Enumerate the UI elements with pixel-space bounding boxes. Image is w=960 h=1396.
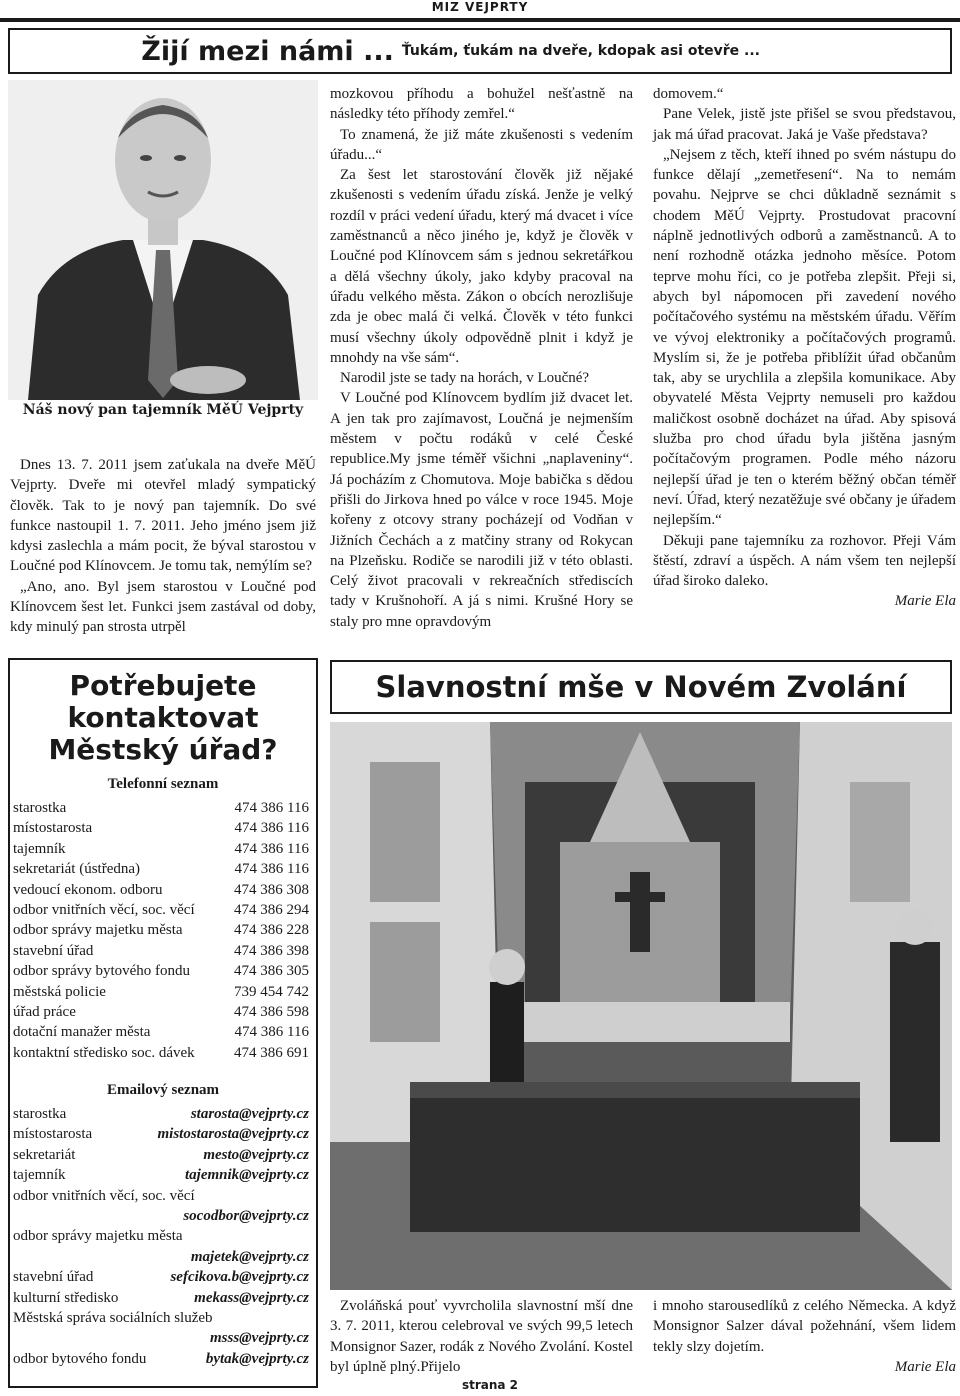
phone-label: odbor správy majetku města — [13, 922, 183, 939]
phone-row — [13, 818, 309, 838]
phone-number: 474 386 294 — [234, 902, 309, 919]
phone-list-heading: Telefonní seznam — [107, 776, 219, 792]
email-row — [13, 1267, 309, 1287]
mse-title-box — [330, 660, 952, 714]
paragraph: domovem.“ — [653, 86, 724, 102]
email-address[interactable]: starosta@vejprty.cz — [190, 1106, 309, 1122]
phone-number: 739 454 742 — [234, 983, 309, 1000]
paragraph: V Loučné pod Klínovcem bydlím již dvacet let. A jen tak pro zajímavost, Loučná je nejmenším městem v počtu rodáků v celé České republice.My jsme téměř všichni „naplaveniny“. Já pocházím z Chomutova. Moje babička s dědou přišli do Jirkova hned po válce v roce 1945. Moje kořeny z otcovy strany pocházejí od Vodňan v Jižních Čechách a z matčiny strany od Rokycan na Plzeňsku. Rodiče se narodili již v této oblasti. Celý život pracovali v rekreačních střediscích tady v Krušnohoří. A já s nimi. Krušné Hory se staly pro mne opravdovým — [330, 390, 633, 630]
phone-number: 474 386 598 — [234, 1004, 309, 1021]
email-address[interactable]: msss@vejprty.cz — [210, 1330, 309, 1347]
phone-row — [13, 798, 309, 818]
email-label: sekretariát — [13, 1146, 76, 1163]
paragraph: „Nejsem z těch, kteří ihned po svém nástupu do funkce dělají „zemetřesení“. Na to nemám povahu. Nejprve se chci důkladně seznámit s chodem MěÚ Vejprty. Prostudovat pracovní náplně jednotlivých odborů a zaměstnanců. A to není rozhodně otázka jednoho měsíce. Potom teprve mohu říci, co je potřeba zlepšit. Přeji si, abych byl nápomocen při zavedení nového počítačového systému na městském úřadu. Věřím ve vývoj elektroniky a počítačových programů. Myslím si, že je potřeba přiblížit úřad občanům tak, aby se urychlila a zlepšila komunikace. Aby obyvatelé Města Vejprty nemuseli pro každou maličkost osobně docházet na úřad. Aby spisová služba pro chod úřadu byla jištěna jasným počítačovým programen. Podle mého názoru nejlepší úřad je ten o kterém běžný občan téměř neví. Úřad, který nezatěžuje své občany je úřadem nejlepším.“ — [653, 146, 956, 529]
top-rule — [0, 18, 960, 22]
phone-number: 474 386 116 — [234, 800, 309, 816]
article-title: Žijí mezi námi ... — [141, 35, 394, 67]
phone-label: odbor správy bytového fondu — [13, 963, 191, 980]
contact-title-line: Potřebujete — [69, 669, 257, 702]
paragraph: Děkuji pane tajemníku za rozhovor. Přeji Vám štěstí, zdraví a úspěch. A nám všem ten nejlepší úřad široko daleko. — [653, 532, 956, 590]
email-address[interactable]: mekass@vejprty.cz — [194, 1289, 309, 1306]
email-row — [13, 1206, 309, 1226]
phone-label: stavební úřad — [13, 942, 94, 959]
article-subtitle: Ťukám, ťukám na dveře, kdopak asi otevře ... — [401, 43, 760, 59]
email-address[interactable]: sefcikova.b@vejprty.cz — [170, 1269, 309, 1286]
phone-row — [13, 839, 309, 859]
article-column-middle — [330, 84, 633, 632]
email-row — [13, 1288, 309, 1308]
phone-label: tajemník — [13, 840, 66, 857]
phone-number: 474 386 228 — [234, 922, 309, 939]
email-row — [13, 1104, 309, 1124]
phone-label: starostka — [13, 800, 67, 816]
phone-row — [13, 941, 309, 961]
email-label: Městská správa sociálních služeb — [13, 1310, 213, 1327]
phone-number: 474 386 116 — [234, 1024, 309, 1041]
mse-title: Slavnostní mše v Novém Zvolání — [375, 670, 907, 704]
email-row — [13, 1186, 309, 1206]
article-signature: Marie Ela — [894, 593, 956, 610]
section-label: MIZ VEJPRTY — [431, 0, 529, 14]
paragraph: i mnoho starousedlíků z celého Německa. A když Monsignor Salzer dával požehnání, všem lidem tekly slzy dojetím. — [653, 1298, 956, 1355]
email-row — [13, 1165, 309, 1185]
contact-title-line: Městský úřad? — [48, 733, 278, 766]
phone-row — [13, 961, 309, 981]
email-label: odbor bytového fondu — [13, 1350, 147, 1367]
mse-caption-right — [653, 1296, 956, 1377]
email-label: odbor správy majetku města — [13, 1228, 183, 1245]
email-row — [13, 1145, 309, 1165]
phone-number: 474 386 305 — [234, 963, 309, 980]
article-column-left — [10, 455, 316, 638]
phone-label: kontaktní středisko soc. dávek — [13, 1044, 195, 1061]
email-label: kulturní středisko — [13, 1289, 119, 1306]
phone-row — [13, 1043, 309, 1063]
paragraph: Pane Velek, jistě jste přišel se svou představou, jak má úřad pracovat. Jaká je Vaše představa? — [653, 106, 956, 143]
photo-new-secretary — [8, 80, 318, 400]
photo-caption: Náš nový pan tajemník MěÚ Vejprty — [22, 402, 304, 418]
paragraph: Dnes 13. 7. 2011 jsem zaťukala na dveře MěÚ Vejprty. Dveře mi otevřel mladý sympatický člověk. Tak to je nový pan tajemník. Do své funkce nastoupil 1. 7. 2011. Jeho jméno jsem již kdysi zaslechla a mám pocit, že býval starostou v Loučné pod Klínovcem. Je tomu tak, nemýlím se? — [10, 457, 316, 575]
email-label: stavební úřad — [13, 1269, 94, 1286]
phone-row — [13, 859, 309, 879]
email-label: starostka — [13, 1106, 67, 1122]
phone-row — [13, 920, 309, 940]
phone-label: městská policie — [13, 983, 106, 1000]
paragraph: Za šest let starostování člověk již nějaké zkušenosti s vedením úřadu získá. Jenže je velký rozdíl v práci vedení úřadu, který má dvacet i více zaměstnanců a něco jiného je, když je člověk v Loučné pod Klínovcem sám s jednou sekretářkou a dělá všechny úkoly, jako kdyby pracoval na úřadu velkého města. Zákon o obcích nerozlišuje zda je obec malá či velká. Člověk v této funkci musí všechny úkoly odpovědně plnit i když je mnohdy na vše sám“. — [330, 167, 633, 366]
phone-number: 474 386 398 — [234, 942, 309, 959]
phone-row — [13, 1002, 309, 1022]
email-list — [13, 1104, 309, 1369]
photo-church-interior — [330, 722, 952, 1290]
phone-row — [13, 982, 309, 1002]
phone-label: odbor vnitřních věcí, soc. věcí — [13, 902, 195, 919]
contact-box — [8, 658, 318, 1388]
paragraph: mozkovou příhodu a bohužel nešťastně na následky této příhody zemřel.“ — [330, 86, 633, 123]
email-address[interactable]: socodbor@vejprty.cz — [183, 1208, 309, 1225]
mse-caption-left — [330, 1296, 633, 1377]
phone-label: dotační manažer města — [13, 1024, 151, 1041]
phone-number: 474 386 116 — [234, 840, 309, 857]
email-row — [13, 1308, 309, 1328]
phone-number: 474 386 691 — [234, 1044, 309, 1061]
phone-list — [13, 798, 309, 1063]
email-list-heading: Emailový seznam — [106, 1082, 220, 1098]
email-address[interactable]: majetek@vejprty.cz — [190, 1248, 309, 1265]
phone-number: 474 386 116 — [234, 861, 309, 878]
phone-number: 474 386 116 — [234, 820, 309, 837]
email-row — [13, 1349, 309, 1369]
email-row — [13, 1247, 309, 1267]
email-row — [13, 1226, 309, 1246]
phone-label: úřad práce — [13, 1004, 76, 1021]
paragraph: Narodil jste se tady na horách, v Loučné? — [340, 370, 590, 387]
email-label: odbor vnitřních věcí, soc. věcí — [13, 1187, 195, 1204]
article-title-box — [8, 28, 952, 74]
page-number: strana 2 — [461, 1378, 519, 1392]
phone-row — [13, 880, 309, 900]
paragraph: To znamená, že již máte zkušenosti s vedením úřadu...“ — [330, 126, 633, 163]
email-row — [13, 1124, 309, 1144]
phone-row — [13, 1022, 309, 1042]
article-column-right — [653, 84, 956, 612]
email-row — [13, 1328, 309, 1348]
mse-signature: Marie Ela — [894, 1358, 956, 1375]
email-address[interactable]: tajemnik@vejprty.cz — [185, 1167, 309, 1184]
paragraph: Zvoláňská pouť vyvrcholila slavnostní mší dne 3. 7. 2011, kterou celebroval ve svých 99,5 letech Monsignor Sazer, rodák z Nového Zvolání. Kostel byl úplně plný.Přijelo — [330, 1298, 633, 1375]
email-address[interactable]: mesto@vejprty.cz — [203, 1146, 309, 1163]
contact-title-line: kontaktovat — [67, 701, 259, 734]
email-address[interactable]: bytak@vejprty.cz — [205, 1350, 309, 1367]
email-label: tajemník — [13, 1167, 66, 1184]
phone-row — [13, 900, 309, 920]
phone-number: 474 386 308 — [234, 881, 309, 898]
phone-label: vedoucí ekonom. odboru — [13, 881, 163, 898]
paragraph: „Ano, ano. Byl jsem starostou v Loučné pod Klínovcem šest let. Funkci jsem zastával od doby, kdy minulý pan strosta utrpěl — [10, 578, 316, 636]
contact-title — [10, 670, 316, 766]
email-label: místostarosta — [13, 1126, 93, 1143]
phone-label: místostarosta — [13, 820, 93, 837]
email-address[interactable]: mistostarosta@vejprty.cz — [157, 1126, 309, 1143]
phone-label: sekretariát (ústředna) — [13, 861, 141, 878]
